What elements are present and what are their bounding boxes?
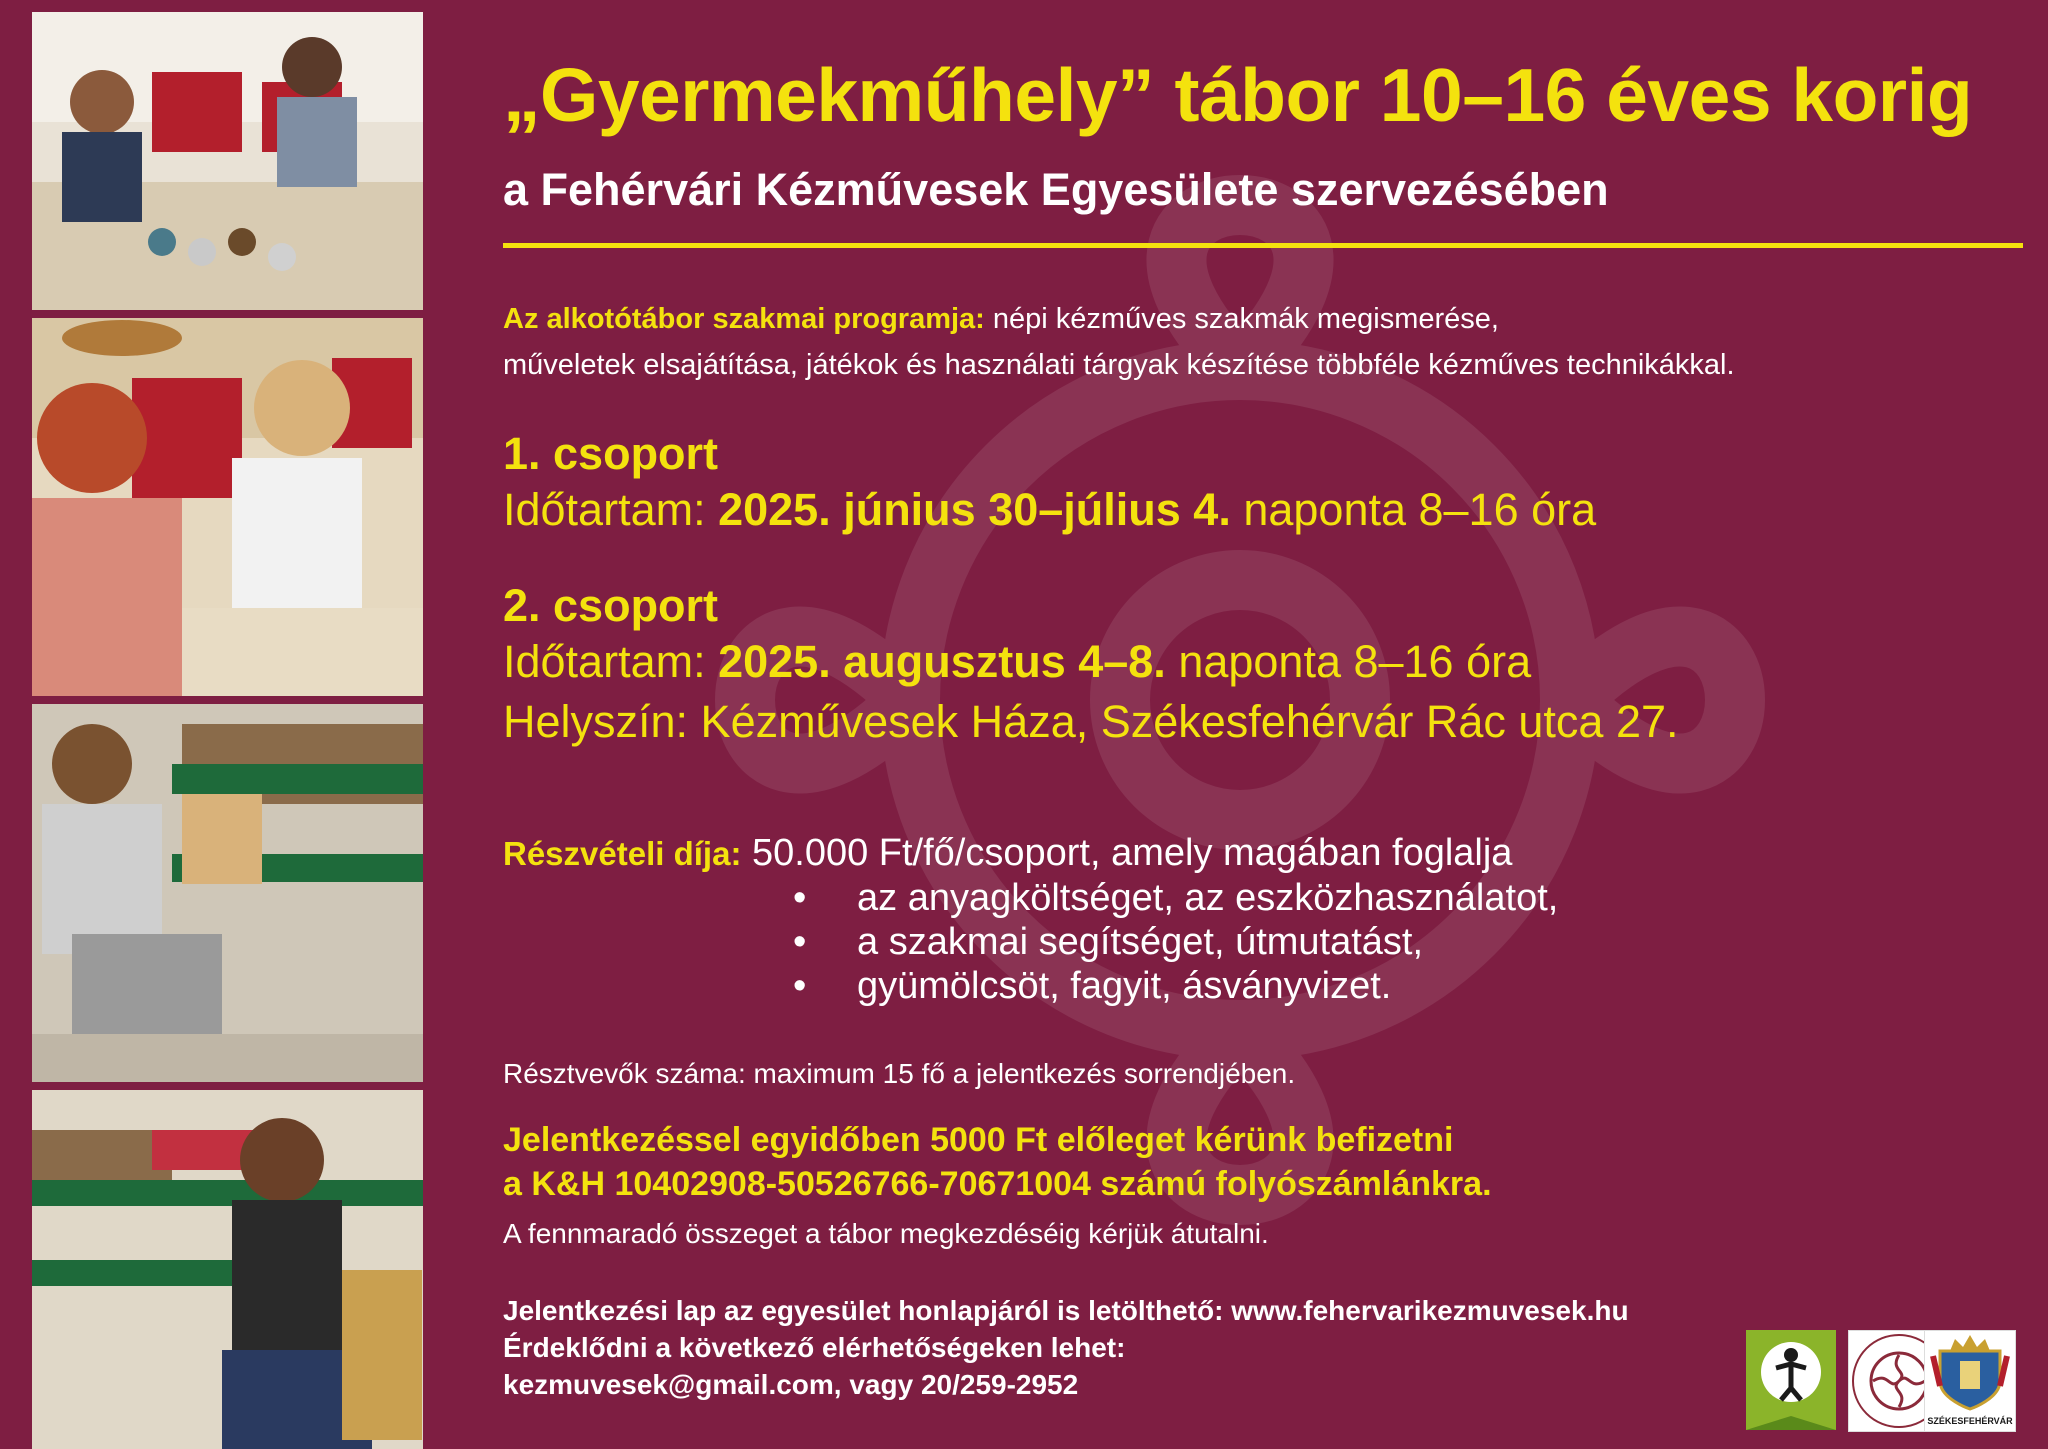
location: Helyszín: Kézművesek Háza, Székesfehérvár Rác utca 27. xyxy=(503,696,1679,747)
city-coat-of-arms xyxy=(1924,1330,2016,1432)
program-text-line2: műveletek elsajátítása, játékok és használati tárgyak készítése többféle kézműves technikákkal. xyxy=(503,349,1735,381)
workshop-photo-2 xyxy=(32,318,423,696)
group2-duration xyxy=(503,636,1531,688)
fee-line xyxy=(503,832,1512,875)
deposit-line2: a K&H 10402908-50526766-70671004 számú folyószámlánkra. xyxy=(503,1165,1492,1203)
group1-hours: naponta 8–16 óra xyxy=(1230,484,1597,535)
program-label: Az alkotótábor szakmai programja: xyxy=(503,303,985,335)
program-description xyxy=(503,296,1735,388)
group1-heading: 1. csoport xyxy=(503,428,719,479)
contact-email-phone[interactable]: kezmuvesek@gmail.com, vagy 20/259-2952 xyxy=(503,1369,1079,1400)
list-item-text: gyümölcsöt, fagyit, ásványvizet. xyxy=(857,965,1392,1007)
contact-intro-line: Érdeklődni a következő elérhetőségeken lehet: xyxy=(503,1332,1126,1363)
fee-includes-list xyxy=(793,876,1558,1008)
city-label: SZÉKESFEHÉRVÁR xyxy=(1927,1416,2013,1426)
workshop-photo-4 xyxy=(32,1090,423,1449)
workshop-photo-1 xyxy=(32,12,423,310)
program-text-line1: népi kézműves szakmák megismerése, xyxy=(984,303,1499,335)
list-item-text: az anyagköltséget, az eszközhasználatot, xyxy=(857,877,1559,919)
group2-hours: naponta 8–16 óra xyxy=(1165,636,1532,687)
deposit-notice xyxy=(503,1118,1492,1206)
contact-website-line[interactable]: Jelentkezési lap az egyesület honlapjáról is letölthető: www.fehervarikezmuvesek.hu xyxy=(503,1295,1629,1326)
participants-note: Résztvevők száma: maximum 15 fő a jelentkezés sorrendjében. xyxy=(503,1058,1296,1089)
page-title: „Gyermekműhely” tábor 10–16 éves korig xyxy=(503,53,1973,137)
page-subtitle: a Fehérvári Kézművesek Egyesülete szervezésében xyxy=(503,164,1609,215)
list-item: • a szakmai segítséget, útmutatást, xyxy=(793,921,1424,963)
fee-text: 50.000 Ft/fő/csoport, amely magában foglalja xyxy=(741,832,1513,874)
list-item: • gyümölcsöt, fagyit, ásványvizet. xyxy=(793,965,1392,1007)
workshop-photo-3 xyxy=(32,704,423,1082)
list-item-text: a szakmai segítséget, útmutatást, xyxy=(857,921,1424,963)
deposit-line1: Jelentkezéssel egyidőben 5000 Ft előleget kérünk befizetni xyxy=(503,1121,1454,1159)
fee-label: Részvételi díja: xyxy=(503,835,742,872)
group1-duration-label: Időtartam: xyxy=(503,484,719,535)
contact-info xyxy=(503,1292,1629,1403)
remaining-note: A fennmaradó összeget a tábor megkezdéséig kérjük átutalni. xyxy=(503,1218,1269,1249)
group1-duration xyxy=(503,484,1596,536)
divider xyxy=(503,243,2023,248)
list-item: • az anyagköltséget, az eszközhasználatot, xyxy=(793,877,1559,919)
group2-heading: 2. csoport xyxy=(503,580,719,631)
folk-art-logo xyxy=(1746,1330,1836,1430)
group1-dates: 2025. június 30–július 4. xyxy=(718,484,1231,535)
group2-dates: 2025. augusztus 4–8. xyxy=(718,636,1166,687)
group2-duration-label: Időtartam: xyxy=(503,636,719,687)
